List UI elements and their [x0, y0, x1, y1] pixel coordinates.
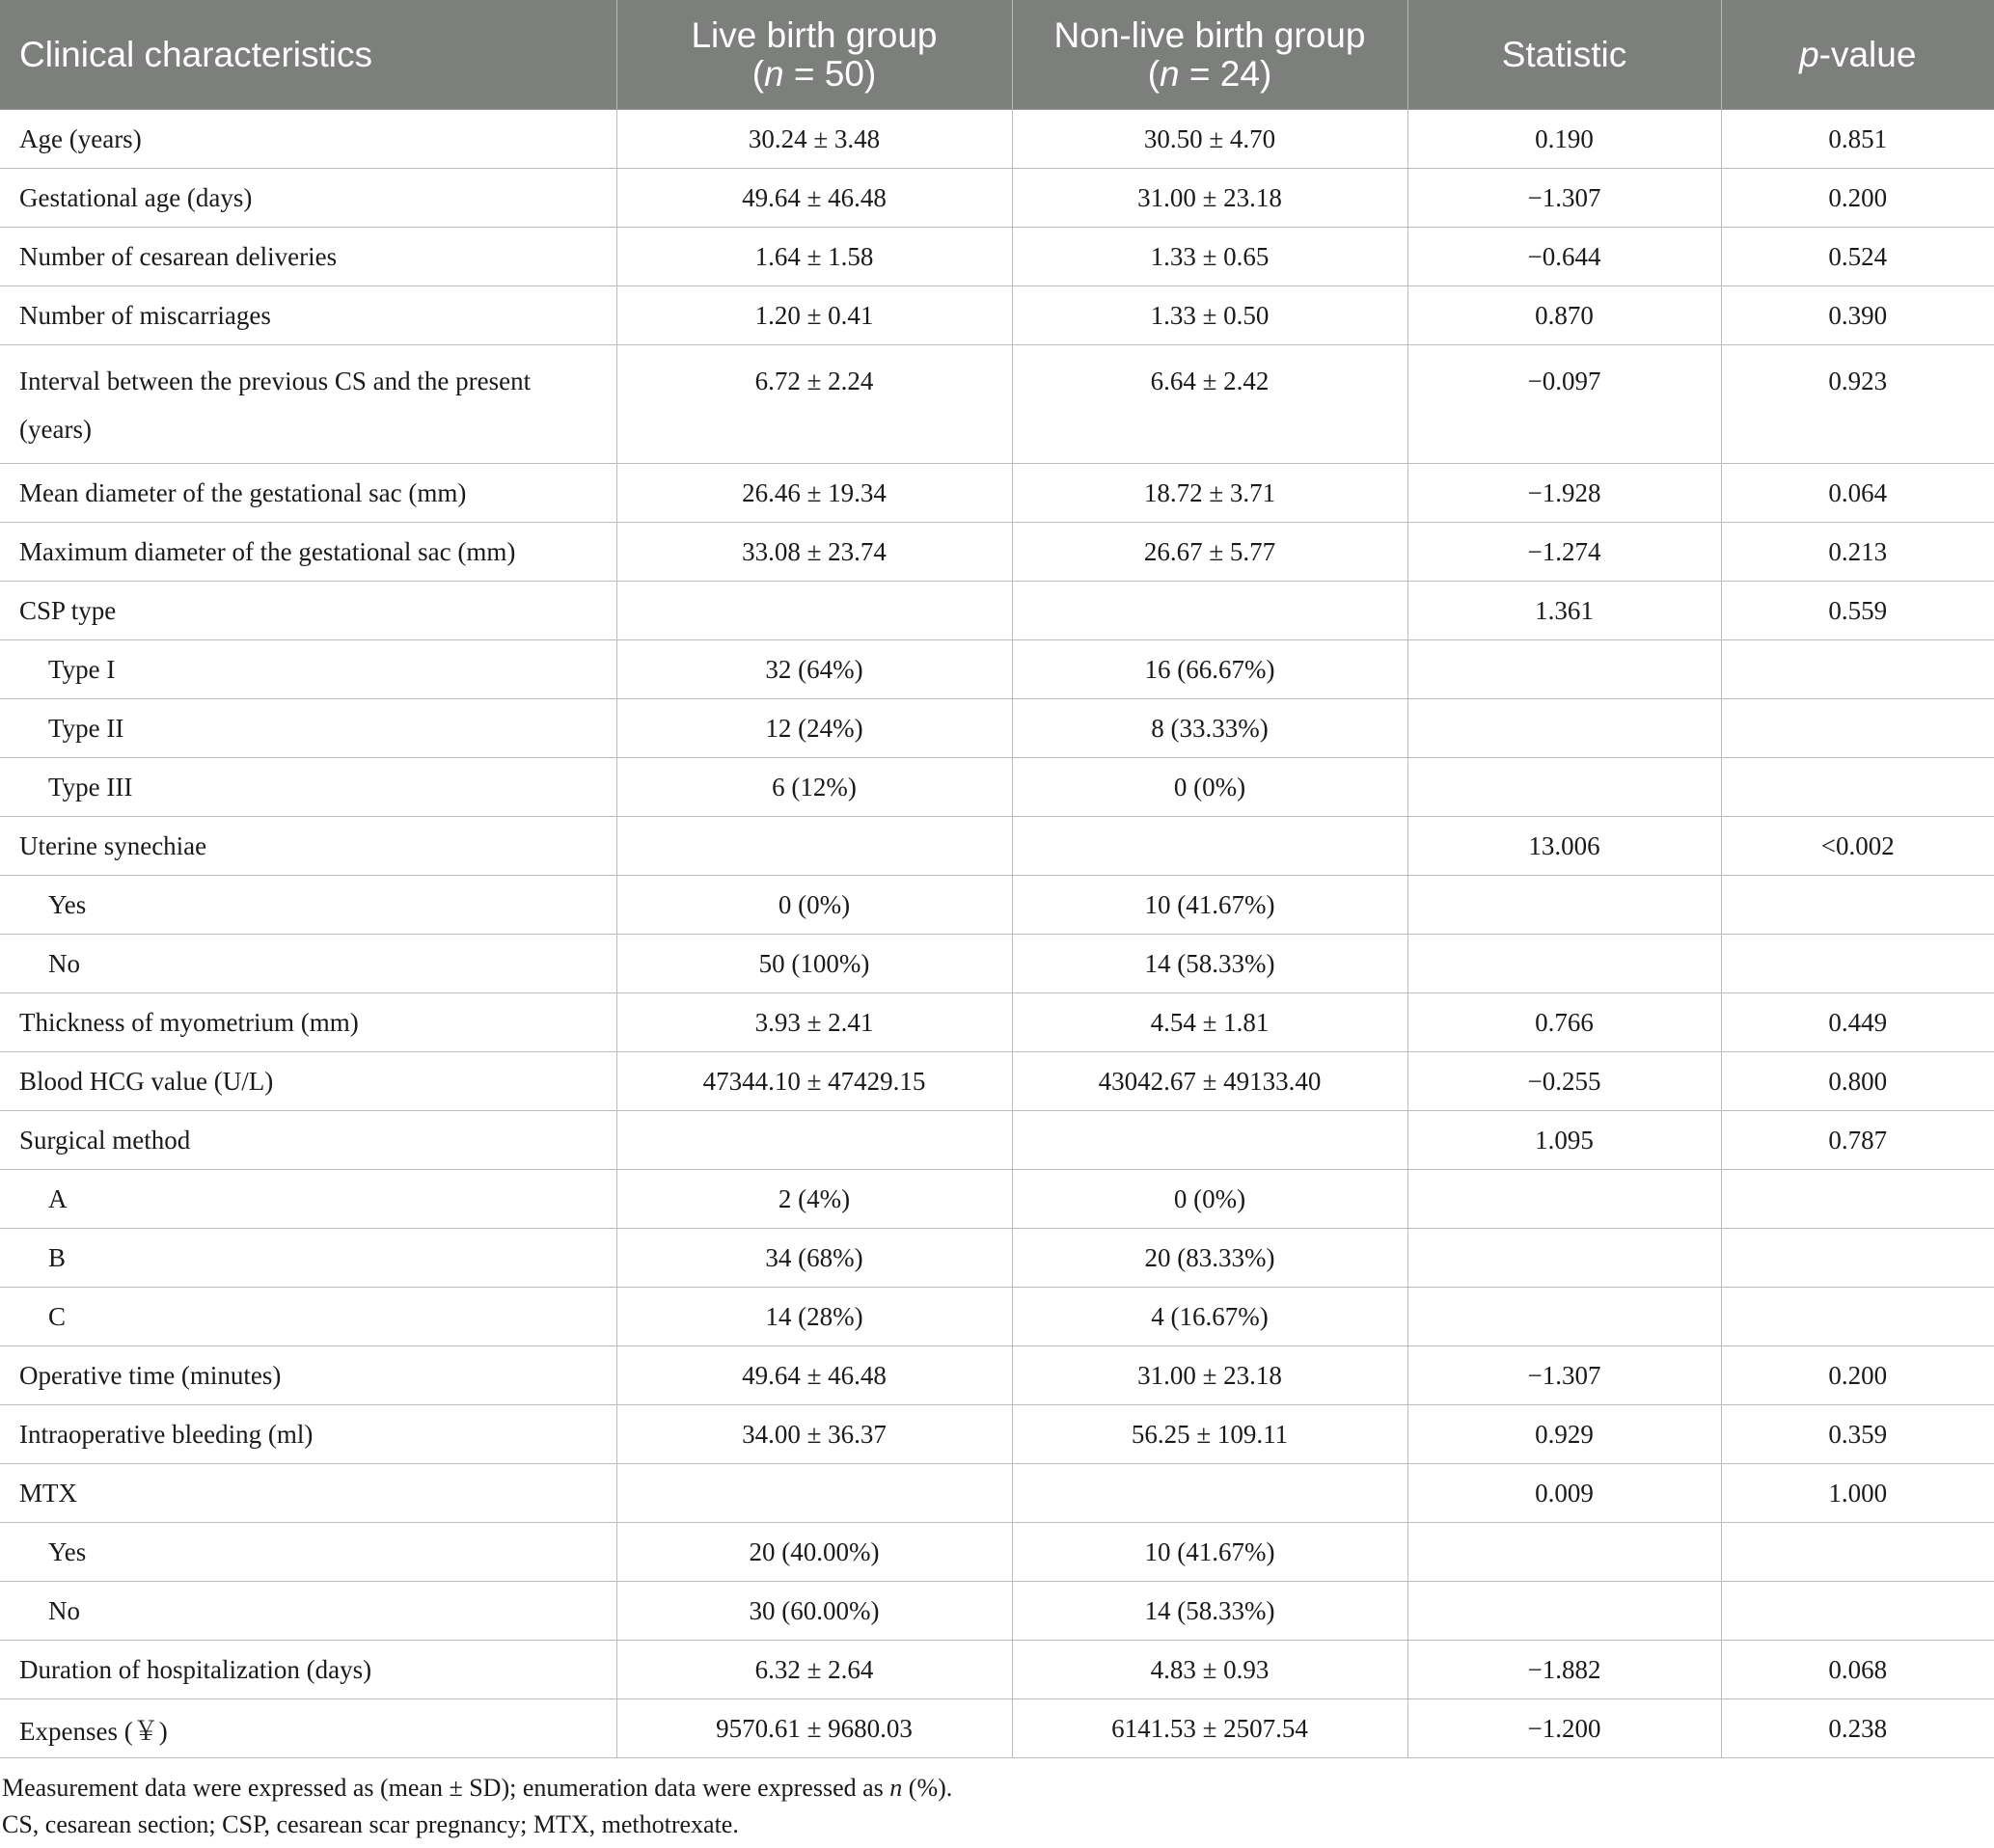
cell-live-birth: 6.72 ± 2.24: [616, 345, 1012, 464]
table-row: [0, 110, 1994, 169]
cell-live-birth: 9570.61 ± 9680.03: [616, 1699, 1012, 1758]
cell-statistic: [1407, 640, 1721, 699]
row-label: MTX: [0, 1464, 616, 1523]
table-row: [0, 1699, 1994, 1758]
cell-p-value: [1721, 640, 1994, 699]
row-label: Type I: [0, 640, 616, 699]
table-row: [0, 228, 1994, 286]
cell-statistic: 0.929: [1407, 1405, 1721, 1464]
cell-p-value: [1721, 1229, 1994, 1288]
cell-non-live-birth: 10 (41.67%): [1012, 1523, 1407, 1582]
header-statistic: Statistic: [1407, 0, 1721, 110]
cell-non-live-birth: 1.33 ± 0.50: [1012, 286, 1407, 345]
cell-p-value: [1721, 1288, 1994, 1346]
cell-p-value: 1.000: [1721, 1464, 1994, 1523]
cell-p-value: 0.390: [1721, 286, 1994, 345]
cell-statistic: [1407, 1523, 1721, 1582]
cell-p-value: 0.923: [1721, 345, 1994, 464]
row-label: B: [0, 1229, 616, 1288]
cell-statistic: 1.361: [1407, 582, 1721, 640]
cell-statistic: −1.200: [1407, 1699, 1721, 1758]
header-clinical-characteristics: Clinical characteristics: [0, 0, 616, 110]
cell-non-live-birth: 1.33 ± 0.65: [1012, 228, 1407, 286]
cell-live-birth: [616, 1111, 1012, 1170]
cell-p-value: 0.559: [1721, 582, 1994, 640]
cell-non-live-birth: 6.64 ± 2.42: [1012, 345, 1407, 464]
row-label: Type II: [0, 699, 616, 758]
cell-live-birth: 49.64 ± 46.48: [616, 169, 1012, 228]
cell-non-live-birth: 20 (83.33%): [1012, 1229, 1407, 1288]
cell-statistic: 13.006: [1407, 817, 1721, 876]
cell-non-live-birth: [1012, 582, 1407, 640]
row-label: A: [0, 1170, 616, 1229]
cell-statistic: 1.095: [1407, 1111, 1721, 1170]
row-label: No: [0, 935, 616, 993]
cell-statistic: [1407, 1582, 1721, 1641]
cell-p-value: 0.449: [1721, 993, 1994, 1052]
table-row: [0, 1346, 1994, 1405]
cell-live-birth: 50 (100%): [616, 935, 1012, 993]
table-row: [0, 1405, 1994, 1464]
table-row: [0, 935, 1994, 993]
cell-statistic: −1.274: [1407, 523, 1721, 582]
cell-non-live-birth: 14 (58.33%): [1012, 1582, 1407, 1641]
row-label: Yes: [0, 1523, 616, 1582]
table-header-row: [0, 0, 1994, 110]
cell-p-value: [1721, 699, 1994, 758]
table-row: [0, 876, 1994, 935]
cell-statistic: −1.307: [1407, 1346, 1721, 1405]
row-label: Expenses (￥): [0, 1699, 616, 1758]
cell-statistic: [1407, 758, 1721, 817]
cell-live-birth: 6 (12%): [616, 758, 1012, 817]
cell-p-value: 0.359: [1721, 1405, 1994, 1464]
cell-statistic: 0.190: [1407, 110, 1721, 169]
cell-live-birth: 30.24 ± 3.48: [616, 110, 1012, 169]
cell-p-value: 0.800: [1721, 1052, 1994, 1111]
cell-statistic: [1407, 699, 1721, 758]
cell-non-live-birth: 56.25 ± 109.11: [1012, 1405, 1407, 1464]
cell-non-live-birth: 6141.53 ± 2507.54: [1012, 1699, 1407, 1758]
cell-statistic: −0.644: [1407, 228, 1721, 286]
row-label: Uterine synechiae: [0, 817, 616, 876]
cell-live-birth: 33.08 ± 23.74: [616, 523, 1012, 582]
cell-p-value: [1721, 1170, 1994, 1229]
cell-non-live-birth: [1012, 1464, 1407, 1523]
table-row: [0, 1464, 1994, 1523]
table-row: [0, 1523, 1994, 1582]
cell-live-birth: 20 (40.00%): [616, 1523, 1012, 1582]
table-row: [0, 464, 1994, 523]
row-label: Intraoperative bleeding (ml): [0, 1405, 616, 1464]
cell-live-birth: 1.20 ± 0.41: [616, 286, 1012, 345]
cell-live-birth: [616, 582, 1012, 640]
cell-non-live-birth: 4.54 ± 1.81: [1012, 993, 1407, 1052]
row-label: Type III: [0, 758, 616, 817]
cell-p-value: [1721, 758, 1994, 817]
table-row: [0, 169, 1994, 228]
row-label: Number of miscarriages: [0, 286, 616, 345]
table-body: [0, 110, 1994, 1758]
cell-live-birth: 2 (4%): [616, 1170, 1012, 1229]
table-row: [0, 1052, 1994, 1111]
cell-statistic: [1407, 876, 1721, 935]
table-row: [0, 640, 1994, 699]
cell-live-birth: 3.93 ± 2.41: [616, 993, 1012, 1052]
table-row: [0, 1170, 1994, 1229]
cell-live-birth: 12 (24%): [616, 699, 1012, 758]
footnote-measurement: Measurement data were expressed as (mean ± SD); enumeration data were expressed as n (%).: [2, 1774, 953, 1802]
cell-statistic: 0.009: [1407, 1464, 1721, 1523]
table-row: [0, 1229, 1994, 1288]
cell-live-birth: 14 (28%): [616, 1288, 1012, 1346]
cell-non-live-birth: 31.00 ± 23.18: [1012, 1346, 1407, 1405]
cell-non-live-birth: 30.50 ± 4.70: [1012, 110, 1407, 169]
cell-p-value: <0.002: [1721, 817, 1994, 876]
row-label: Gestational age (days): [0, 169, 616, 228]
cell-p-value: 0.064: [1721, 464, 1994, 523]
cell-p-value: 0.200: [1721, 169, 1994, 228]
row-label: Age (years): [0, 110, 616, 169]
cell-p-value: 0.238: [1721, 1699, 1994, 1758]
header-non-live-birth-group: Non-live birth group (n = 24): [1012, 0, 1407, 110]
table-row: [0, 699, 1994, 758]
cell-statistic: −1.882: [1407, 1641, 1721, 1699]
header-live-birth-group: Live birth group (n = 50): [616, 0, 1012, 110]
cell-p-value: 0.787: [1721, 1111, 1994, 1170]
row-label: Duration of hospitalization (days): [0, 1641, 616, 1699]
cell-p-value: [1721, 1582, 1994, 1641]
table-row: [0, 1288, 1994, 1346]
cell-non-live-birth: 4 (16.67%): [1012, 1288, 1407, 1346]
row-label: Yes: [0, 876, 616, 935]
table-row: [0, 523, 1994, 582]
footnote-abbreviations: CS, cesarean section; CSP, cesarean scar pregnancy; MTX, methotrexate.: [2, 1810, 739, 1838]
cell-live-birth: 32 (64%): [616, 640, 1012, 699]
cell-non-live-birth: [1012, 817, 1407, 876]
cell-statistic: [1407, 1170, 1721, 1229]
cell-live-birth: 34 (68%): [616, 1229, 1012, 1288]
cell-non-live-birth: 10 (41.67%): [1012, 876, 1407, 935]
row-label: Thickness of myometrium (mm): [0, 993, 616, 1052]
cell-p-value: 0.851: [1721, 110, 1994, 169]
table-row: [0, 993, 1994, 1052]
cell-live-birth: 0 (0%): [616, 876, 1012, 935]
cell-live-birth: 34.00 ± 36.37: [616, 1405, 1012, 1464]
cell-non-live-birth: [1012, 1111, 1407, 1170]
table-row: [0, 1582, 1994, 1641]
cell-statistic: 0.870: [1407, 286, 1721, 345]
cell-live-birth: 6.32 ± 2.64: [616, 1641, 1012, 1699]
cell-statistic: [1407, 935, 1721, 993]
table-row: [0, 758, 1994, 817]
cell-statistic: [1407, 1229, 1721, 1288]
cell-non-live-birth: 26.67 ± 5.77: [1012, 523, 1407, 582]
row-label: Mean diameter of the gestational sac (mm): [0, 464, 616, 523]
table-row: [0, 1641, 1994, 1699]
cell-non-live-birth: 0 (0%): [1012, 1170, 1407, 1229]
table-row: [0, 286, 1994, 345]
cell-p-value: [1721, 935, 1994, 993]
cell-non-live-birth: 14 (58.33%): [1012, 935, 1407, 993]
row-label: Operative time (minutes): [0, 1346, 616, 1405]
cell-p-value: [1721, 876, 1994, 935]
cell-p-value: 0.213: [1721, 523, 1994, 582]
table-row: [0, 817, 1994, 876]
cell-live-birth: 49.64 ± 46.48: [616, 1346, 1012, 1405]
table-row: [0, 345, 1994, 464]
cell-non-live-birth: 4.83 ± 0.93: [1012, 1641, 1407, 1699]
cell-p-value: [1721, 1523, 1994, 1582]
cell-p-value: 0.524: [1721, 228, 1994, 286]
cell-statistic: [1407, 1288, 1721, 1346]
cell-non-live-birth: 16 (66.67%): [1012, 640, 1407, 699]
cell-non-live-birth: 8 (33.33%): [1012, 699, 1407, 758]
table-row: [0, 582, 1994, 640]
row-label: Maximum diameter of the gestational sac (mm): [0, 523, 616, 582]
cell-live-birth: 1.64 ± 1.58: [616, 228, 1012, 286]
cell-non-live-birth: 43042.67 ± 49133.40: [1012, 1052, 1407, 1111]
table-row: [0, 1111, 1994, 1170]
cell-statistic: −0.255: [1407, 1052, 1721, 1111]
row-label: Surgical method: [0, 1111, 616, 1170]
row-label: Blood HCG value (U/L): [0, 1052, 616, 1111]
cell-non-live-birth: 18.72 ± 3.71: [1012, 464, 1407, 523]
cell-p-value: 0.068: [1721, 1641, 1994, 1699]
cell-statistic: −0.097: [1407, 345, 1721, 464]
row-label: Interval between the previous CS and the present (years): [0, 345, 616, 464]
row-label: No: [0, 1582, 616, 1641]
header-p-value: p-value: [1721, 0, 1994, 110]
cell-non-live-birth: 31.00 ± 23.18: [1012, 169, 1407, 228]
cell-live-birth: 47344.10 ± 47429.15: [616, 1052, 1012, 1111]
cell-p-value: 0.200: [1721, 1346, 1994, 1405]
row-label: Number of cesarean deliveries: [0, 228, 616, 286]
cell-statistic: −1.307: [1407, 169, 1721, 228]
cell-live-birth: 30 (60.00%): [616, 1582, 1012, 1641]
cell-live-birth: [616, 817, 1012, 876]
row-label: CSP type: [0, 582, 616, 640]
cell-non-live-birth: 0 (0%): [1012, 758, 1407, 817]
cell-live-birth: 26.46 ± 19.34: [616, 464, 1012, 523]
cell-live-birth: [616, 1464, 1012, 1523]
row-label: C: [0, 1288, 616, 1346]
cell-statistic: −1.928: [1407, 464, 1721, 523]
cell-statistic: 0.766: [1407, 993, 1721, 1052]
